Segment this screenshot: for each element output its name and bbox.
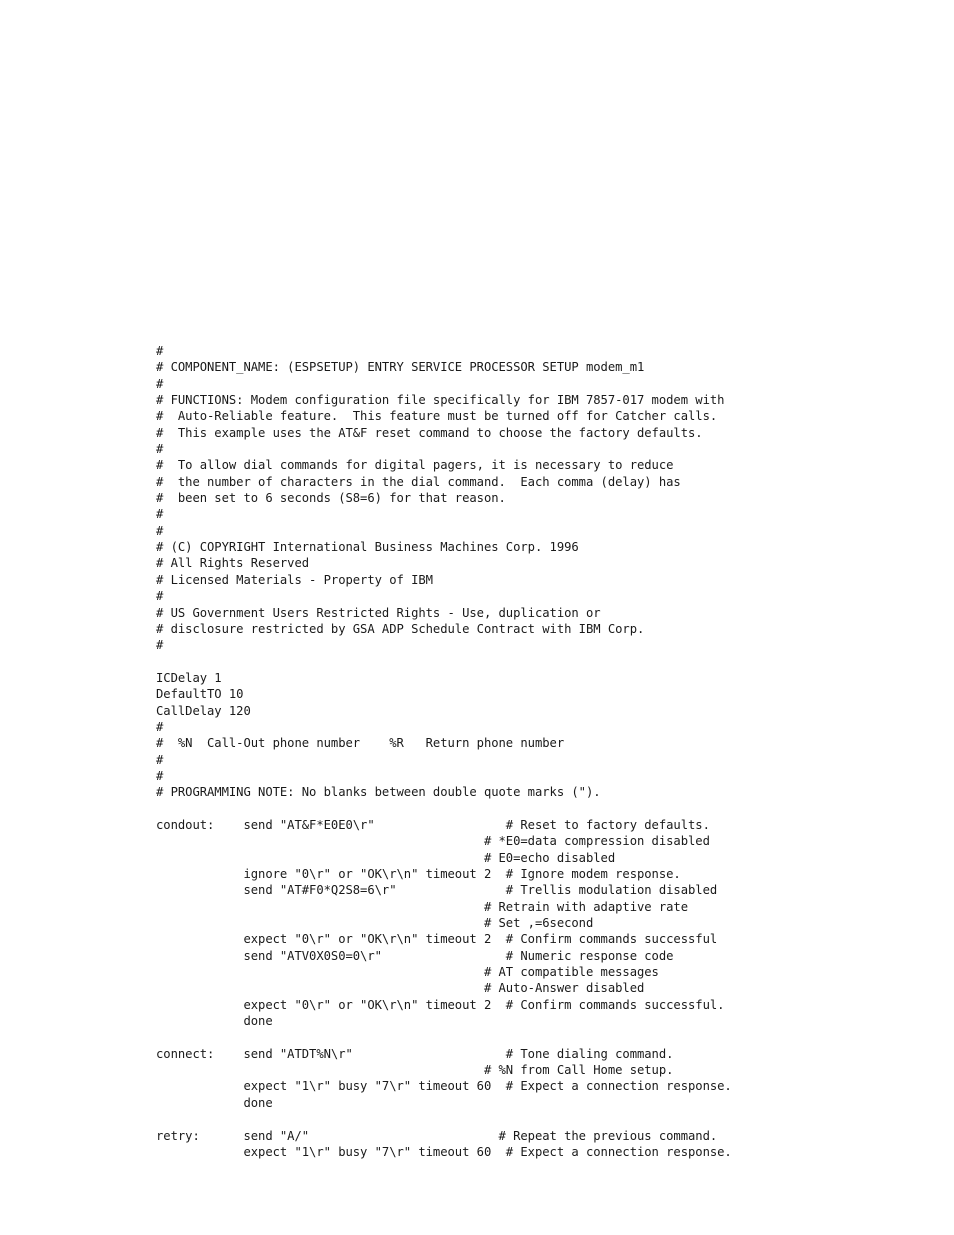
code-line	[156, 1029, 936, 1045]
code-line: DefaultTO 10	[156, 687, 244, 702]
code-line: #	[156, 344, 164, 358]
code-line: ICDelay 1	[156, 670, 222, 685]
code-line: # US Government Users Restricted Rights - Use, duplication or	[156, 605, 601, 620]
code-line: # been set to 6 seconds (S8=6) for that reason.	[156, 491, 506, 506]
code-line: # disclosure restricted by GSA ADP Schedule Contract with IBM Corp.	[156, 621, 645, 636]
code-line	[156, 801, 936, 817]
code-line: #	[156, 768, 164, 783]
code-line: #	[156, 752, 164, 767]
code-line: ignore "0\r" or "OK\r\n" timeout 2 # Ignore modem response.	[156, 867, 681, 881]
code-line: # Retrain with adaptive rate	[156, 899, 688, 914]
code-line: # Licensed Materials - Property of IBM	[156, 572, 433, 587]
code-line: # All Rights Reserved	[156, 556, 310, 571]
code-line: expect "1\r" busy "7\r" timeout 60 # Expect a connection response.	[156, 1144, 732, 1159]
code-line: # Auto-Answer disabled	[156, 981, 645, 996]
code-line: # *E0=data compression disabled	[156, 834, 710, 849]
code-line: # Set ,=6second	[156, 916, 594, 931]
code-line: # PROGRAMMING NOTE: No blanks between double quote marks (").	[156, 785, 601, 800]
code-line: # (C) COPYRIGHT International Business Machines Corp. 1996	[156, 540, 579, 555]
code-line: #	[156, 507, 164, 522]
code-line: connect: send "ATDT%N\r" # Tone dialing command.	[156, 1046, 674, 1061]
code-line: done	[156, 1014, 273, 1029]
code-line: condout: send "AT&F*E0E0\r" # Reset to factory defaults.	[156, 817, 710, 832]
code-line: # %N from Call Home setup.	[156, 1063, 674, 1078]
code-line: done	[156, 1095, 273, 1110]
code-line: expect "0\r" or "OK\r\n" timeout 2 # Confirm commands successful.	[156, 997, 725, 1012]
code-line: #	[156, 376, 164, 391]
code-line: # FUNCTIONS: Modem configuration file specifically for IBM 7857-017 modem with	[156, 393, 725, 408]
code-line: expect "0\r" or "OK\r\n" timeout 2 # Confirm commands successful	[156, 932, 718, 947]
code-line: send "ATV0X0S0=0\r" # Numeric response code	[156, 948, 674, 963]
code-line: #	[156, 638, 164, 653]
code-line: # the number of characters in the dial command. Each comma (delay) has	[156, 474, 681, 489]
code-line	[156, 1111, 936, 1127]
code-line: # AT compatible messages	[156, 965, 659, 980]
code-line: # To allow dial commands for digital pagers, it is necessary to reduce	[156, 458, 674, 473]
code-line: retry: send "A/" # Repeat the previous command.	[156, 1128, 718, 1143]
code-line: #	[156, 589, 164, 604]
code-line: # COMPONENT_NAME: (ESPSETUP) ENTRY SERVICE PROCESSOR SETUP modem_m1	[156, 360, 645, 375]
code-line: #	[156, 719, 164, 734]
code-line: #	[156, 442, 164, 457]
code-line: # E0=echo disabled	[156, 850, 616, 865]
modem-config-listing	[156, 343, 936, 1160]
code-line: # This example uses the AT&F reset command to choose the factory defaults.	[156, 425, 703, 440]
code-line: CallDelay 120	[156, 703, 251, 718]
code-line: # %N Call-Out phone number %R Return phone number	[156, 736, 565, 751]
code-line: expect "1\r" busy "7\r" timeout 60 # Expect a connection response.	[156, 1079, 732, 1094]
code-line: #	[156, 523, 164, 538]
code-line: send "AT#F0*Q2S8=6\r" # Trellis modulation disabled	[156, 883, 718, 898]
code-line	[156, 654, 936, 670]
code-line: # Auto-Reliable feature. This feature must be turned off for Catcher calls.	[156, 409, 718, 424]
